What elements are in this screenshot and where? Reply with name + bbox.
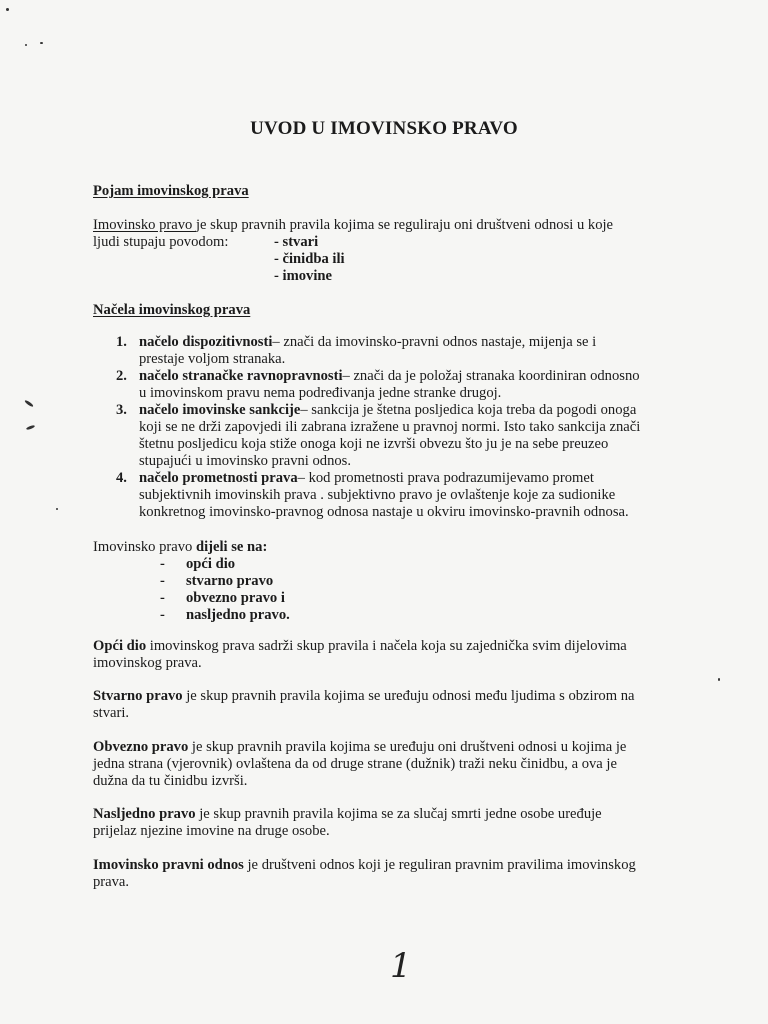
paragraph-line: jedna strana (vjerovnik) ovlaštena da od druge strane (dužnik) traži neku činidbu, a ova je [93, 756, 617, 772]
paragraph-term: Obvezno pravo [93, 739, 189, 755]
list-dash: - [160, 590, 165, 606]
principle-line: štetnu posljedicu koja stiže onoga koji ne izvrši obvezu što ju je na sebe preuzeo [139, 436, 609, 452]
paragraph-term: Stvarno pravo [93, 688, 183, 704]
principle-term: načelo stranačke ravnopravnosti [139, 368, 343, 384]
paragraph-term: Imovinsko pravni odnos [93, 857, 244, 873]
section-heading-nacela: Načela imovinskog prava [93, 302, 251, 318]
list-dash: - [160, 573, 165, 589]
list-number: 4. [116, 470, 127, 486]
principle-text: – sankcija je štetna posljedica koja treba da pogodi onoga [300, 402, 637, 418]
principle-line [139, 402, 636, 419]
page-title: UVOD U IMOVINSKO PRAVO [250, 118, 518, 139]
principle-line: prestaje voljom stranaka. [139, 351, 286, 367]
principle-term: načelo prometnosti prava [139, 470, 298, 486]
section-heading-pojam: Pojam imovinskog prava [93, 183, 249, 199]
definition-text: je skup pravnih pravila kojima se reguliraju oni društveni odnosi u koje [195, 217, 614, 233]
principle-term: načelo dispozitivnosti [139, 334, 273, 350]
scan-speck [25, 44, 27, 46]
scan-speck [6, 8, 9, 11]
scan-speck [56, 508, 58, 510]
division-item: obvezno pravo i [186, 590, 285, 606]
principle-line [139, 334, 596, 351]
list-item: - stvari [274, 234, 319, 250]
paragraph-text: je skup pravnih pravila kojima se uređuju oni društveni odnosi u kojima je [188, 739, 627, 755]
list-dash: - [160, 556, 165, 572]
scan-speck [26, 425, 35, 431]
list-number: 2. [116, 368, 127, 384]
paragraph-text: je društveni odnos koji je reguliran pravnim pravilima imovinskog [243, 857, 636, 873]
principle-line: koji se ne drži zapovjedi ili zabrana izražene u pravnoj normi. Isto tako sankcija znači [139, 419, 641, 435]
principle-line [139, 470, 594, 487]
principle-text: – znači da je položaj stranaka koordiniran odnosno [342, 368, 640, 384]
list-number: 3. [116, 402, 127, 418]
paragraph-term: Nasljedno pravo [93, 806, 196, 822]
list-item: - činidba ili [274, 251, 345, 267]
division-intro [93, 539, 267, 556]
list-dash: - [160, 607, 165, 623]
paragraph-line: stvari. [93, 705, 130, 721]
principle-text: – znači da imovinsko-pravni odnos nastaje, mijenja se i [272, 334, 597, 350]
division-item: nasljedno pravo. [186, 607, 290, 623]
paragraph-line [93, 857, 636, 874]
list-number: 1. [116, 334, 127, 350]
principle-line [139, 368, 640, 385]
principle-line: subjektivnih imovinskih prava . subjektivno pravo je ovlaštenje koje za sudionike [139, 487, 616, 503]
paragraph-line [93, 638, 627, 655]
paragraph-line: prava. [93, 874, 130, 890]
paragraph-line: dužna da tu činidbu izvrši. [93, 773, 248, 789]
scan-speck [718, 678, 720, 681]
paragraph-text: je skup pravnih pravila kojima se za slučaj smrti jedne osobe uređuje [195, 806, 602, 822]
division-intro-bold: dijeli se na: [195, 539, 268, 555]
paragraph-line: prijelaz njezine imovine na druge osobe. [93, 823, 330, 839]
scan-speck [40, 42, 43, 44]
paragraph-line [93, 739, 626, 756]
definition-term: Imovinsko pravo [93, 217, 196, 233]
paragraph-text: imovinskog prava sadrži skup pravila i načela koja su zajednička svim dijelovima [146, 638, 627, 654]
scan-speck [24, 399, 34, 407]
paragraph-line [93, 806, 602, 823]
page-number: 1 [390, 946, 412, 986]
principle-line: stupajući u imovinsko pravni odnos. [139, 453, 352, 469]
division-intro-text: Imovinsko pravo [93, 539, 196, 555]
principle-term: načelo imovinske sankcije [139, 402, 301, 418]
paragraph-line: imovinskog prava. [93, 655, 202, 671]
definition-line [93, 217, 613, 234]
division-item: stvarno pravo [186, 573, 274, 589]
principle-text: – kod prometnosti prava podrazumijevamo promet [297, 470, 594, 486]
principle-line: konkretnog imovinsko-pravnog odnosa nastaje u okviru imovinsko-pravnih odnosa. [139, 504, 629, 520]
definition-line-2: ljudi stupaju povodom: [93, 234, 229, 250]
division-item: opći dio [186, 556, 236, 572]
paragraph-line [93, 688, 635, 705]
list-item: - imovine [274, 268, 332, 284]
paragraph-text: je skup pravnih pravila kojima se uređuju odnosi među ljudima s obzirom na [182, 688, 635, 704]
paragraph-term: Opći dio [93, 638, 147, 654]
principle-line: u imovinskom pravu nema podređivanja jedne stranke drugoj. [139, 385, 502, 401]
